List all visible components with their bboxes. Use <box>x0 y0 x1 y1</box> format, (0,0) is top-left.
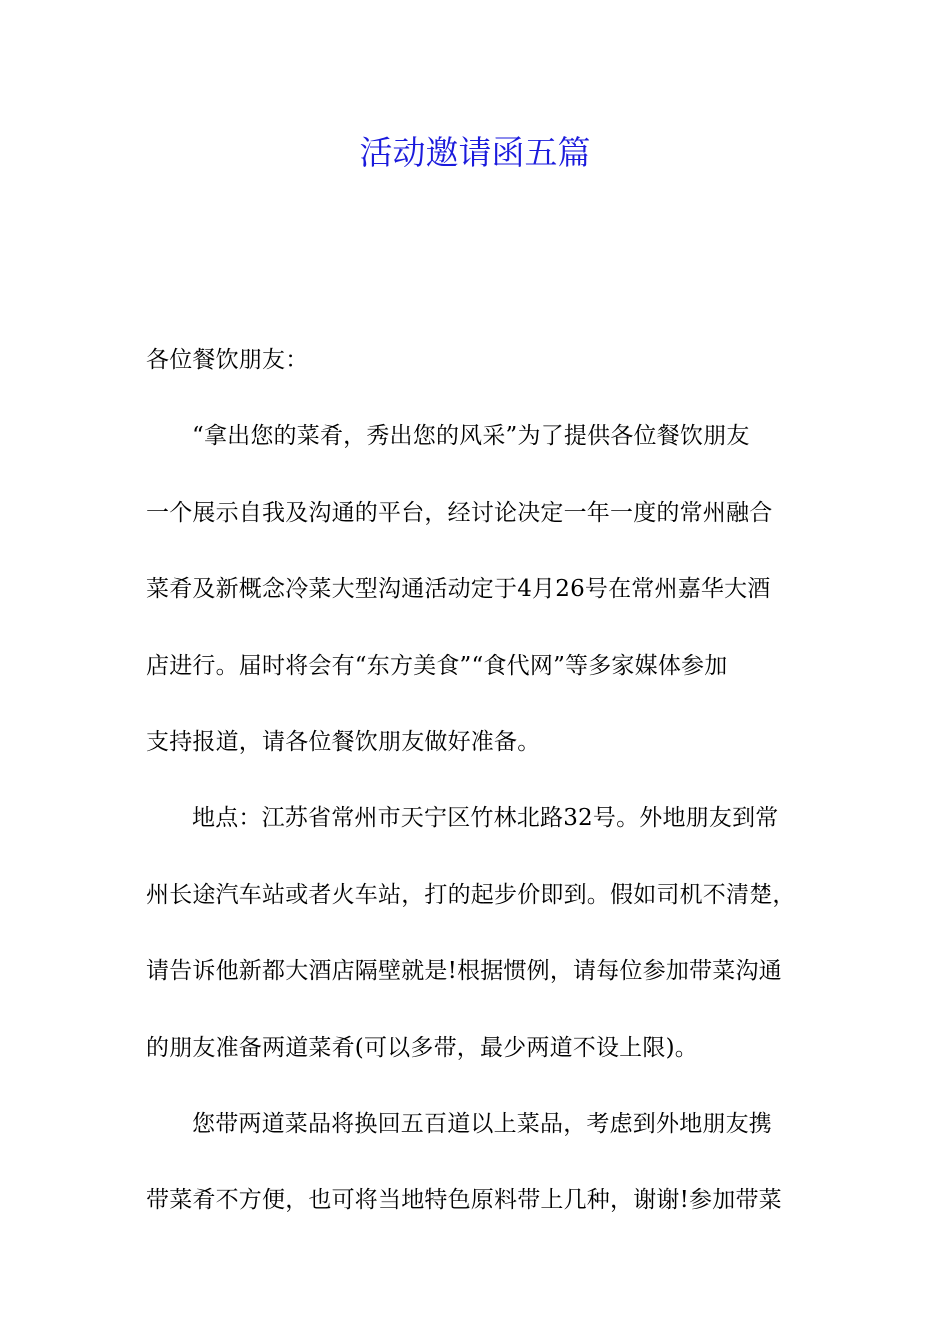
paragraph-line: 菜肴及新概念冷菜大型沟通活动定于4月26号在常州嘉华大酒 <box>146 576 771 603</box>
paragraph-line: 带菜肴不方便，也可将当地特色原料带上几种，谢谢!参加带菜 <box>146 1187 782 1214</box>
paragraph-line: 支持报道，请各位餐饮朋友做好准备。 <box>146 728 541 755</box>
document-body <box>146 334 806 1251</box>
paragraph-line: 店进行。届时将会有“东方美食”“食代网”等多家媒体参加 <box>146 652 728 679</box>
salutation-line: 各位餐饮朋友： <box>146 347 309 373</box>
paragraph-line: 州长途汽车站或者火车站，打的起步价即到。假如司机不清楚， <box>146 881 796 908</box>
paragraph-line: 请告诉他新都大酒店隔壁就是!根据惯例，请每位参加带菜沟通 <box>146 958 782 985</box>
paragraph-line: 您带两道菜品将换回五百道以上菜品，考虑到外地朋友携 <box>192 1110 772 1137</box>
paragraph-line: 地点：江苏省常州市天宁区竹林北路32号。外地朋友到常 <box>192 805 779 832</box>
document-title: 活动邀请函五篇 <box>359 133 591 172</box>
paragraph-line: “拿出您的菜肴，秀出您的风采”为了提供各位餐饮朋友 <box>192 423 750 450</box>
paragraph-line: 的朋友准备两道菜肴(可以多带，最少两道不设上限)。 <box>146 1034 698 1061</box>
paragraph-line: 一个展示自我及沟通的平台，经讨论决定一年一度的常州融合 <box>146 499 773 526</box>
